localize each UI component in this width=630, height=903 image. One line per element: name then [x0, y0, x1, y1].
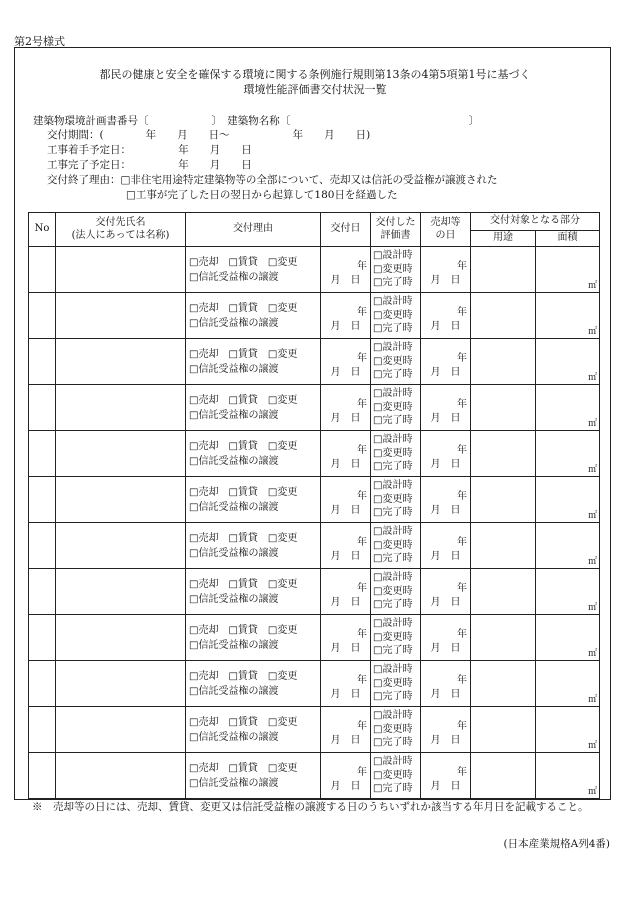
month-day-label: 月 日	[430, 735, 461, 746]
year-label: 年	[357, 537, 367, 548]
table-row	[29, 477, 600, 523]
reason-options-2: □信託受益権の譲渡	[189, 455, 279, 467]
sale-date-cell[interactable]	[421, 339, 471, 385]
area-cell[interactable]	[536, 339, 600, 385]
table-row	[29, 431, 600, 477]
month-day-label: 月 日	[330, 643, 361, 654]
reason-options-1: □売却 □賃貸 □変更	[189, 302, 298, 314]
recipient-cell[interactable]	[56, 477, 186, 523]
use-cell[interactable]	[471, 293, 536, 339]
recipient-cell[interactable]	[56, 385, 186, 431]
termination-reason-1: 交付終了理由：□非住宅用途特定建築物等の全部について、売却又は信託の受益権が譲渡された	[47, 174, 498, 186]
eval-option-complete: □完了時	[373, 599, 413, 611]
eval-option-complete: □完了時	[373, 783, 413, 795]
termination-reason-2: □工事が完了した日の翌日から起算して180日を経過した	[126, 189, 398, 201]
area-cell[interactable]	[536, 615, 600, 661]
sale-date-cell[interactable]	[421, 753, 471, 799]
use-cell[interactable]	[471, 477, 536, 523]
area-unit: ㎡	[587, 327, 597, 337]
table-row	[29, 247, 600, 293]
header-area: 面積	[536, 231, 600, 247]
header-eval-line1: 交付した	[375, 217, 416, 228]
month-day-label: 月 日	[430, 781, 461, 792]
use-cell[interactable]	[471, 661, 536, 707]
eval-option-change: □変更時	[373, 723, 413, 735]
year-label: 年	[357, 491, 367, 502]
no-cell[interactable]	[29, 661, 56, 707]
month-day-label: 月 日	[430, 367, 461, 378]
no-cell[interactable]	[29, 385, 56, 431]
no-cell[interactable]	[29, 753, 56, 799]
area-cell[interactable]	[536, 661, 600, 707]
recipient-cell[interactable]	[56, 569, 186, 615]
header-sale-line1: 売却等	[430, 217, 461, 228]
month-day-label: 月 日	[330, 781, 361, 792]
area-unit: ㎡	[587, 557, 597, 567]
area-unit: ㎡	[587, 695, 597, 705]
reason-options-1: □売却 □賃貸 □変更	[189, 440, 298, 452]
header-recipient-line2: (法人にあっては名称)	[71, 229, 170, 241]
sale-date-cell[interactable]	[421, 247, 471, 293]
use-cell[interactable]	[471, 753, 536, 799]
reason-cell[interactable]	[186, 661, 321, 707]
month-day-label: 月 日	[330, 505, 361, 516]
recipient-cell[interactable]	[56, 247, 186, 293]
recipient-cell[interactable]	[56, 523, 186, 569]
reason-cell[interactable]	[186, 431, 321, 477]
no-cell[interactable]	[29, 293, 56, 339]
no-cell[interactable]	[29, 247, 56, 293]
year-label: 年	[357, 675, 367, 686]
reason-options-1: □売却 □賃貸 □変更	[189, 762, 298, 774]
sale-date-cell[interactable]	[421, 431, 471, 477]
eval-option-complete: □完了時	[373, 323, 413, 335]
year-label: 年	[357, 307, 367, 318]
issue-date-cell[interactable]	[321, 431, 371, 477]
area-unit: ㎡	[587, 511, 597, 521]
eval-option-complete: □完了時	[373, 553, 413, 565]
reason-cell[interactable]	[186, 569, 321, 615]
sale-date-cell[interactable]	[421, 707, 471, 753]
table-row	[29, 339, 600, 385]
reason-options-1: □売却 □賃貸 □変更	[189, 532, 298, 544]
eval-option-design: □設計時	[373, 710, 413, 722]
area-cell[interactable]	[536, 753, 600, 799]
header-recipient-line1: 交付先氏名	[95, 217, 146, 228]
month-day-label: 月 日	[430, 689, 461, 700]
year-label: 年	[457, 307, 467, 318]
header-no: No	[29, 213, 56, 247]
table-row	[29, 707, 600, 753]
eval-option-design: □設計時	[373, 572, 413, 584]
year-label: 年	[357, 399, 367, 410]
no-cell[interactable]	[29, 431, 56, 477]
header-sale-line2: の日	[435, 229, 456, 241]
area-unit: ㎡	[587, 281, 597, 291]
sale-date-cell[interactable]	[421, 661, 471, 707]
issue-date-cell[interactable]	[321, 339, 371, 385]
eval-option-complete: □完了時	[373, 461, 413, 473]
eval-option-change: □変更時	[373, 677, 413, 689]
eval-option-complete: □完了時	[373, 691, 413, 703]
reason-options-2: □信託受益権の譲渡	[189, 271, 279, 283]
form-title-line1: 都民の健康と安全を確保する環境に関する条例施行規則第13条の4第5項第1号に基づく	[99, 68, 531, 81]
area-cell[interactable]	[536, 431, 600, 477]
issue-date-cell[interactable]	[321, 615, 371, 661]
reason-cell[interactable]	[186, 523, 321, 569]
table-row	[29, 615, 600, 661]
eval-option-change: □変更時	[373, 631, 413, 643]
month-day-label: 月 日	[430, 459, 461, 470]
table-row	[29, 523, 600, 569]
year-label: 年	[357, 583, 367, 594]
eval-cell[interactable]	[371, 431, 421, 477]
month-day-label: 月 日	[330, 735, 361, 746]
issue-date-cell[interactable]	[321, 661, 371, 707]
recipient-cell[interactable]	[56, 339, 186, 385]
reason-options-1: □売却 □賃貸 □変更	[189, 348, 298, 360]
eval-option-design: □設計時	[373, 664, 413, 676]
area-cell[interactable]	[536, 477, 600, 523]
paper-size-note: (日本産業規格A列4番)	[503, 838, 610, 850]
issue-date-cell[interactable]	[321, 753, 371, 799]
eval-cell[interactable]	[371, 569, 421, 615]
issue-date-cell[interactable]	[321, 293, 371, 339]
reason-options-2: □信託受益権の譲渡	[189, 731, 279, 743]
reason-options-2: □信託受益権の譲渡	[189, 639, 279, 651]
recipient-cell[interactable]	[56, 661, 186, 707]
reason-options-2: □信託受益権の譲渡	[189, 685, 279, 697]
year-label: 年	[457, 261, 467, 272]
header-recipient	[56, 213, 186, 247]
plan-number-and-building-name: 建築物環境計画書番号〔 〕 建築物名称〔 〕	[33, 115, 480, 127]
no-cell[interactable]	[29, 615, 56, 661]
table-row	[29, 385, 600, 431]
reason-options-1: □売却 □賃貸 □変更	[189, 624, 298, 636]
reason-options-1: □売却 □賃貸 □変更	[189, 578, 298, 590]
month-day-label: 月 日	[430, 505, 461, 516]
year-label: 年	[357, 767, 367, 778]
month-day-label: 月 日	[330, 413, 361, 424]
use-cell[interactable]	[471, 431, 536, 477]
eval-option-design: □設計時	[373, 250, 413, 262]
eval-option-change: □変更時	[373, 355, 413, 367]
year-label: 年	[457, 537, 467, 548]
issue-date-cell[interactable]	[321, 385, 371, 431]
reason-options-1: □売却 □賃貸 □変更	[189, 394, 298, 406]
month-day-label: 月 日	[430, 643, 461, 654]
reason-cell[interactable]	[186, 753, 321, 799]
issue-date-cell[interactable]	[321, 569, 371, 615]
reason-options-2: □信託受益権の譲渡	[189, 363, 279, 375]
area-unit: ㎡	[587, 787, 597, 797]
area-unit: ㎡	[587, 603, 597, 613]
eval-option-design: □設計時	[373, 296, 413, 308]
sale-date-cell[interactable]	[421, 477, 471, 523]
eval-option-change: □変更時	[373, 539, 413, 551]
sale-date-cell[interactable]	[421, 523, 471, 569]
issue-date-cell[interactable]	[321, 707, 371, 753]
sale-date-cell[interactable]	[421, 385, 471, 431]
year-label: 年	[357, 721, 367, 732]
eval-option-design: □設計時	[373, 526, 413, 538]
no-cell[interactable]	[29, 707, 56, 753]
reason-cell[interactable]	[186, 293, 321, 339]
issue-date-cell[interactable]	[321, 247, 371, 293]
reason-cell[interactable]	[186, 615, 321, 661]
year-label: 年	[457, 445, 467, 456]
area-cell[interactable]	[536, 247, 600, 293]
use-cell[interactable]	[471, 385, 536, 431]
eval-cell[interactable]	[371, 293, 421, 339]
year-label: 年	[457, 629, 467, 640]
use-cell[interactable]	[471, 247, 536, 293]
month-day-label: 月 日	[330, 597, 361, 608]
eval-option-complete: □完了時	[373, 507, 413, 519]
year-label: 年	[357, 445, 367, 456]
eval-option-design: □設計時	[373, 434, 413, 446]
reason-cell[interactable]	[186, 707, 321, 753]
area-unit: ㎡	[587, 419, 597, 429]
reason-cell[interactable]	[186, 477, 321, 523]
reason-options-2: □信託受益権の譲渡	[189, 409, 279, 421]
eval-option-change: □変更時	[373, 401, 413, 413]
header-use: 用途	[471, 231, 536, 247]
eval-option-design: □設計時	[373, 618, 413, 630]
eval-option-design: □設計時	[373, 480, 413, 492]
month-day-label: 月 日	[430, 321, 461, 332]
area-cell[interactable]	[536, 293, 600, 339]
eval-option-change: □変更時	[373, 493, 413, 505]
construction-end-date: 工事完了予定日： 年 月 日	[47, 159, 252, 171]
area-unit: ㎡	[587, 465, 597, 475]
eval-option-change: □変更時	[373, 447, 413, 459]
year-label: 年	[357, 353, 367, 364]
month-day-label: 月 日	[430, 551, 461, 562]
issue-period: 交付期間：( 年 月 日～ 年 月 日)	[47, 129, 371, 141]
sale-date-cell[interactable]	[421, 293, 471, 339]
header-target: 交付対象となる部分	[471, 213, 600, 231]
no-cell[interactable]	[29, 569, 56, 615]
eval-option-complete: □完了時	[373, 369, 413, 381]
year-label: 年	[357, 261, 367, 272]
month-day-label: 月 日	[430, 275, 461, 286]
eval-option-complete: □完了時	[373, 737, 413, 749]
reason-options-1: □売却 □賃貸 □変更	[189, 256, 298, 268]
eval-option-design: □設計時	[373, 388, 413, 400]
eval-cell[interactable]	[371, 661, 421, 707]
year-label: 年	[457, 491, 467, 502]
area-cell[interactable]	[536, 569, 600, 615]
year-label: 年	[457, 675, 467, 686]
area-unit: ㎡	[587, 741, 597, 751]
reason-cell[interactable]	[186, 339, 321, 385]
eval-option-complete: □完了時	[373, 277, 413, 289]
table-row	[29, 753, 600, 799]
eval-cell[interactable]	[371, 247, 421, 293]
month-day-label: 月 日	[330, 275, 361, 286]
month-day-label: 月 日	[330, 459, 361, 470]
recipient-cell[interactable]	[56, 707, 186, 753]
reason-cell[interactable]	[186, 385, 321, 431]
month-day-label: 月 日	[330, 321, 361, 332]
month-day-label: 月 日	[330, 367, 361, 378]
footnote: ※ 売却等の日には、売却、賃貸、変更又は信託受益権の譲渡する日のうちいずれか該当する年月日を記載すること。	[32, 801, 589, 813]
header-eval	[371, 213, 421, 247]
issue-date-cell[interactable]	[321, 477, 371, 523]
no-cell[interactable]	[29, 477, 56, 523]
recipient-cell[interactable]	[56, 431, 186, 477]
month-day-label: 月 日	[330, 689, 361, 700]
reason-options-2: □信託受益権の譲渡	[189, 547, 279, 559]
year-label: 年	[457, 721, 467, 732]
use-cell[interactable]	[471, 707, 536, 753]
area-unit: ㎡	[587, 373, 597, 383]
eval-option-design: □設計時	[373, 756, 413, 768]
eval-option-change: □変更時	[373, 263, 413, 275]
header-reason: 交付理由	[186, 213, 321, 247]
recipient-cell[interactable]	[56, 753, 186, 799]
eval-cell[interactable]	[371, 753, 421, 799]
issue-date-cell[interactable]	[321, 523, 371, 569]
year-label: 年	[457, 353, 467, 364]
month-day-label: 月 日	[430, 413, 461, 424]
use-cell[interactable]	[471, 523, 536, 569]
year-label: 年	[457, 583, 467, 594]
no-cell[interactable]	[29, 339, 56, 385]
reason-options-1: □売却 □賃貸 □変更	[189, 670, 298, 682]
header-date: 交付日	[321, 213, 371, 247]
table-row	[29, 569, 600, 615]
issuance-table	[28, 212, 600, 799]
month-day-label: 月 日	[430, 597, 461, 608]
year-label: 年	[357, 629, 367, 640]
eval-option-design: □設計時	[373, 342, 413, 354]
sale-date-cell[interactable]	[421, 615, 471, 661]
header-eval-line2: 評価書	[380, 229, 411, 241]
form-number: 第2号様式	[14, 35, 65, 48]
form-title-line2: 環境性能評価書交付状況一覧	[243, 83, 387, 96]
eval-option-complete: □完了時	[373, 645, 413, 657]
area-cell[interactable]	[536, 385, 600, 431]
eval-option-change: □変更時	[373, 769, 413, 781]
eval-option-change: □変更時	[373, 309, 413, 321]
eval-cell[interactable]	[371, 707, 421, 753]
eval-cell[interactable]	[371, 615, 421, 661]
recipient-cell[interactable]	[56, 293, 186, 339]
eval-cell[interactable]	[371, 477, 421, 523]
area-cell[interactable]	[536, 707, 600, 753]
reason-options-2: □信託受益権の譲渡	[189, 777, 279, 789]
reason-options-1: □売却 □賃貸 □変更	[189, 486, 298, 498]
reason-options-2: □信託受益権の譲渡	[189, 317, 279, 329]
use-cell[interactable]	[471, 339, 536, 385]
eval-cell[interactable]	[371, 523, 421, 569]
month-day-label: 月 日	[330, 551, 361, 562]
eval-option-complete: □完了時	[373, 415, 413, 427]
recipient-cell[interactable]	[56, 615, 186, 661]
eval-cell[interactable]	[371, 339, 421, 385]
no-cell[interactable]	[29, 523, 56, 569]
sale-date-cell[interactable]	[421, 569, 471, 615]
area-unit: ㎡	[587, 649, 597, 659]
table-row	[29, 661, 600, 707]
eval-cell[interactable]	[371, 385, 421, 431]
reason-options-2: □信託受益権の譲渡	[189, 501, 279, 513]
reason-options-2: □信託受益権の譲渡	[189, 593, 279, 605]
reason-cell[interactable]	[186, 247, 321, 293]
year-label: 年	[457, 399, 467, 410]
area-cell[interactable]	[536, 523, 600, 569]
eval-option-change: □変更時	[373, 585, 413, 597]
reason-options-1: □売却 □賃貸 □変更	[189, 716, 298, 728]
use-cell[interactable]	[471, 615, 536, 661]
use-cell[interactable]	[471, 569, 536, 615]
header-sale-date	[421, 213, 471, 247]
table-row	[29, 293, 600, 339]
construction-start-date: 工事着手予定日： 年 月 日	[47, 144, 252, 156]
year-label: 年	[457, 767, 467, 778]
